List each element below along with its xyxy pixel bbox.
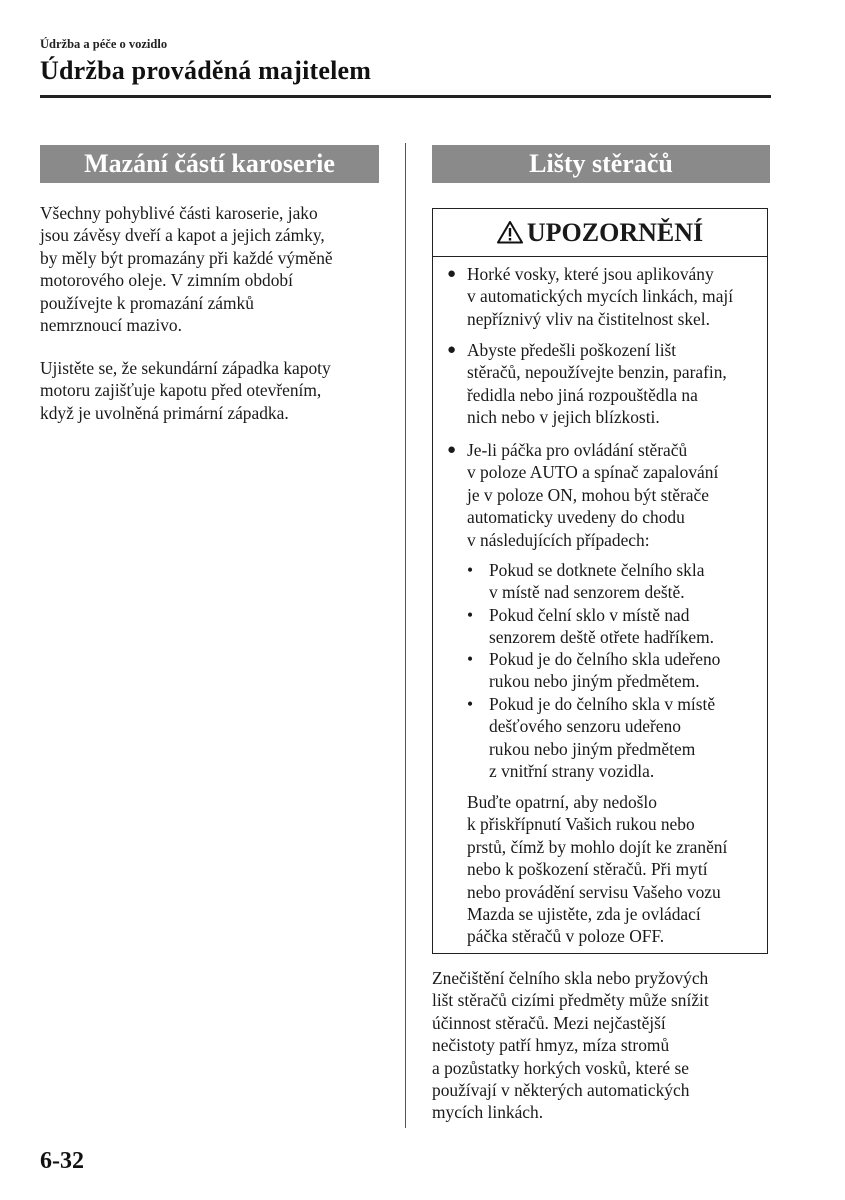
page-number: 6-32 (40, 1148, 84, 1174)
wiper-paragraph: Znečištění čelního skla nebo pryžových lišt stěračů cizími předměty může snížit účinnost stěračů. Mezi nejčastější nečistoty patří hmyz, míza stromů a pozůstatky horkých vosků, které se používají v některých automatických mycích linkách. (432, 968, 709, 1123)
page-title: Údržba prováděná majitelem (40, 56, 372, 85)
warning-sub-item-text: Pokud se dotknete čelního skla v místě nad senzorem deště. (489, 560, 705, 603)
breadcrumb: Údržba a péče o vozidlo (40, 37, 168, 51)
lubrication-paragraph-2: Ujistěte se, že sekundární západka kapoty motoru zajišťuje kapotu před otevřením, když je uvolněná primární západka. (40, 358, 331, 423)
bullet-icon: ● (447, 342, 457, 358)
warning-header (433, 209, 767, 257)
warning-title: UPOZORNĚNÍ (526, 218, 704, 247)
warning-sub-item-text: Pokud je do čelního skla udeřeno rukou nebo jiným předmětem. (489, 649, 721, 692)
section-heading-lubrication: Mazání částí karoserie (40, 145, 379, 183)
warning-closing-text: Buďte opatrní, aby nedošlo k přiskřípnutí Vašich rukou nebo prstů, čímž by mohlo dojít ke zranění nebo k poškození stěračů. Při mytí nebo provádění servisu Vašeho vozu Mazda se ujistěte, zda je ovládací páčka stěračů v poloze OFF. (467, 792, 728, 947)
title-rule (40, 95, 771, 98)
lubrication-paragraph-1: Všechny pohyblivé části karoserie, jako jsou závěsy dveří a kapot a jejich zámky, by měly být promazány při každé výměně motorového oleje. V zimním období používejte k promazání zámků nemrznoucí mazivo. (40, 203, 333, 336)
section-heading-wiper-blades: Lišty stěračů (432, 145, 770, 183)
warning-sub-item-text: Pokud je do čelního skla v místě dešťového senzoru udeřeno rukou nebo jiným předmětem z vnitřní strany vozidla. (489, 694, 716, 782)
warning-item-text: Horké vosky, které jsou aplikovány v automatických mycích linkách, mají nepříznivý vliv na čistitelnost skel. (467, 264, 734, 329)
sub-bullet-icon: • (467, 694, 474, 714)
warning-item-text: Je-li páčka pro ovládání stěračů v poloze AUTO a spínač zapalování je v poloze ON, mohou být stěrače automaticky uvedeny do chodu v následujících případech: (467, 440, 719, 550)
bullet-icon: ● (447, 266, 457, 282)
bullet-icon: ● (447, 442, 457, 458)
warning-triangle-icon (497, 220, 523, 244)
sub-bullet-icon: • (467, 649, 474, 669)
sub-bullet-icon: • (467, 560, 474, 580)
warning-item-text: Abyste předešli poškození lišt stěračů, nepoužívejte benzin, parafin, ředidla nebo jiná rozpouštědla na nich nebo v jejich blízkosti. (467, 340, 727, 428)
column-divider (405, 143, 406, 1128)
warning-sub-item-text: Pokud čelní sklo v místě nad senzorem deště otřete hadříkem. (489, 605, 715, 648)
sub-bullet-icon: • (467, 605, 474, 625)
warning-box (432, 208, 768, 954)
